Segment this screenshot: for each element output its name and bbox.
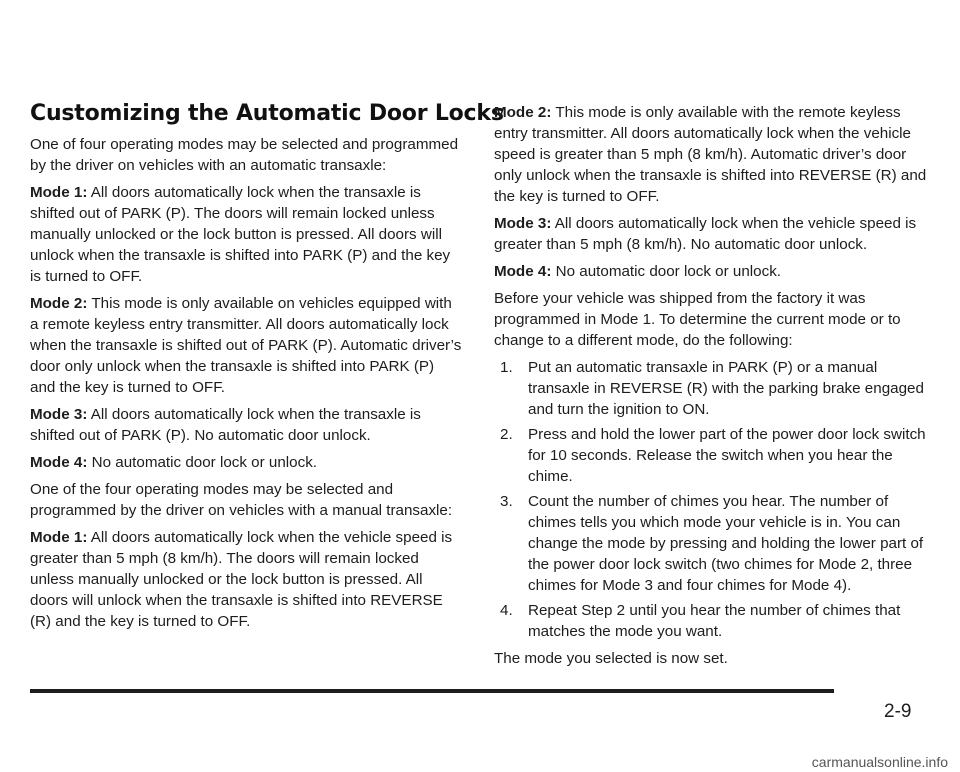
left-column [30,100,504,638]
mode-description: All doors automatically lock when the vehicle speed is greater than 5 mph (8 km/h). The doors will remain locked unless manually unlocked or the lock button is pressed. All doors will unlock when the transaxle is shifted into REVERSE (R) and the key is turned to OFF. [30,529,453,630]
auto-mode-3 [30,404,462,446]
mode-description: No automatic door lock or unlock. [91,454,318,471]
procedure-step [500,600,934,642]
step-text: Press and hold the lower part of the power door lock switch for 10 seconds. Release the switch when you hear the chime. [528,426,926,485]
procedure-step [500,424,934,487]
step-text: Put an automatic transaxle in PARK (P) or a manual transaxle in REVERSE (R) with the parking brake engaged and turn the ignition to ON. [528,359,924,418]
mode-description: This mode is only available on vehicles equipped with a remote keyless entry transmitter. All doors automatically lock when the transaxle is shifted out of PARK (P). Automatic driver’s door only unlock when the transaxle is shifted into PARK (P) and the key is turned to OFF. [30,295,462,396]
step-number: 3. [500,493,513,510]
mode-label: Mode 4: [494,263,552,280]
mode-description: No automatic door lock or unlock. [555,263,782,280]
manual-mode-1 [30,527,462,632]
mode-description: All doors automatically lock when the vehicle speed is greater than 5 mph (8 km/h). No automatic door unlock. [494,215,917,253]
manual-mode-3 [494,213,934,255]
mode-label: Mode 3: [494,215,552,232]
manual-mode-4 [494,261,934,282]
procedure-intro: Before your vehicle was shipped from the factory it was programmed in Mode 1. To determine the current mode or to change to a different mode, do the following: [494,290,901,349]
right-column [494,102,934,675]
auto-mode-2 [30,293,462,398]
mode-label: Mode 3: [30,406,88,423]
mode-description: All doors automatically lock when the transaxle is shifted out of PARK (P). The doors will remain locked unless manually unlocked or the lock button is pressed. All doors will unlock when the transaxle is shifted into PARK (P) and the key is turned to OFF. [30,184,451,285]
mode-label: Mode 1: [30,529,88,546]
mode-label: Mode 2: [494,104,552,121]
step-number: 4. [500,602,513,619]
mode-label: Mode 1: [30,184,88,201]
auto-mode-4 [30,452,462,473]
mode-label: Mode 4: [30,454,88,471]
mode-label: Mode 2: [30,295,88,312]
intro-automatic: One of four operating modes may be selected and programmed by the driver on vehicles with an automatic transaxle: [30,136,459,174]
procedure-step [500,491,934,596]
closing-statement: The mode you selected is now set. [494,650,728,667]
auto-mode-1 [30,182,462,287]
step-text: Count the number of chimes you hear. The number of chimes tells you which mode your vehicle is in. You can change the mode by pressing and holding the lower part of the power door lock switch (two chimes for Mode 2, three chimes for Mode 3 and four chimes for Mode 4). [528,493,924,594]
procedure-step [500,357,934,420]
footer-divider [30,689,834,693]
page-number: 2-9 [884,701,912,722]
manual-mode-2 [494,102,934,207]
step-number: 2. [500,426,513,443]
intro-manual: One of the four operating modes may be selected and programmed by the driver on vehicles with a manual transaxle: [30,481,453,519]
mode-description: This mode is only available with the remote keyless entry transmitter. All doors automatically lock when the vehicle speed is greater than 5 mph (8 km/h). Automatic driver’s door only unlock when the transaxle is shifted into REVERSE (R) and the key is turned to OFF. [494,104,927,205]
step-text: Repeat Step 2 until you hear the number of chimes that matches the mode you want. [528,602,901,640]
step-number: 1. [500,359,513,376]
footer-watermark: carmanualsonline.info [811,754,948,770]
mode-description: All doors automatically lock when the transaxle is shifted out of PARK (P). No automatic door unlock. [30,406,421,444]
procedure-steps [494,357,934,642]
page-heading: Customizing the Automatic Door Locks [30,101,504,126]
